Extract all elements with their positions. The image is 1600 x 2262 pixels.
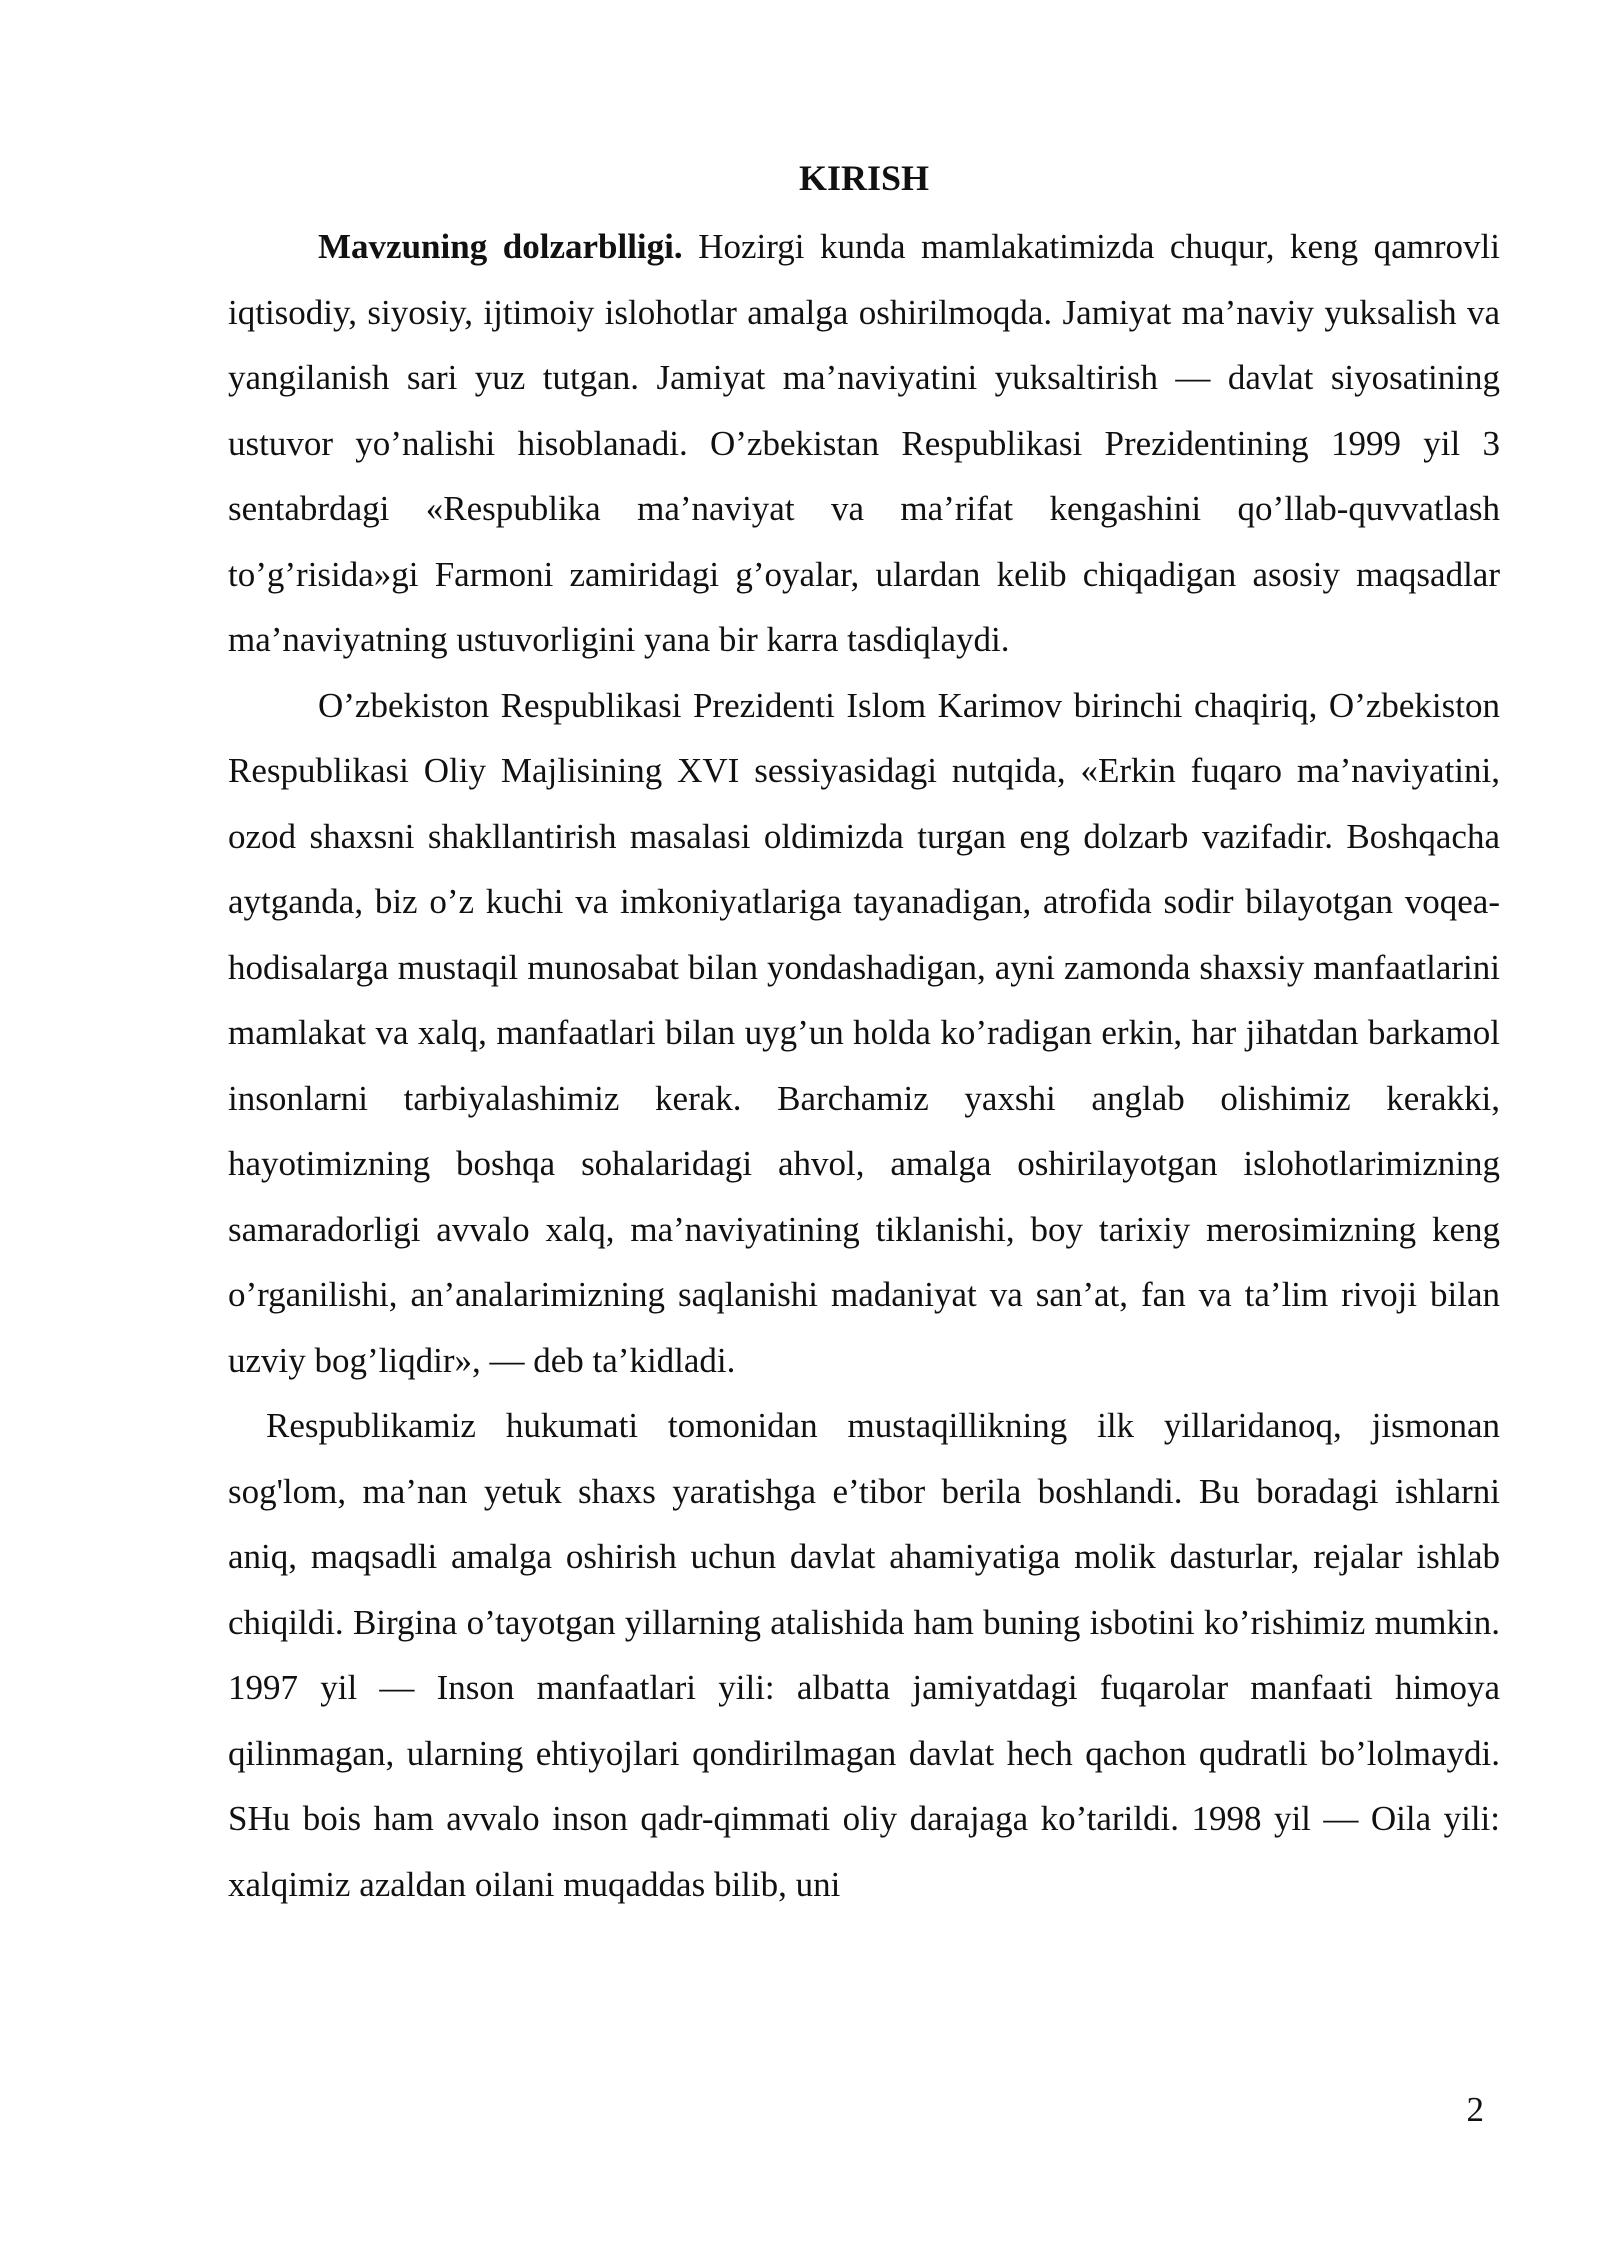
- page-content: [228, 150, 1500, 1917]
- section-title: KIRISH: [798, 158, 930, 198]
- paragraph-relevance: [228, 214, 1500, 673]
- paragraph-government-policy: [228, 1393, 1500, 1917]
- paragraph-president-quote: [228, 673, 1500, 1394]
- paragraph-lead: Mavzuning dolzarblligi.: [318, 227, 683, 266]
- paragraph-text: O’zbekiston Respublikasi Prezidenti Islom Karimov birinchi chaqiriq, O’zbekiston Respublikasi Oliy Majlisining XVI sessiyasidagi nutqida, «Erkin fuqaro ma’naviyatini, ozod shaxsni shakllantirish masalasi oldimizda turgan eng dolzarb vazifadir. Boshqacha aytganda, biz o’z kuchi va imkoniyatlariga tayanadigan, atrofida sodir bilayotgan voqea-hodisalarga mustaqil munosabat bilan yondashadigan, ayni zamonda shaxsiy manfaatlarini mamlakat va xalq, manfaatlari bilan uyg’un holda ko’radigan erkin, har jihatdan barkamol insonlarni tarbiyalashimiz kerak. Barchamiz yaxshi anglab olishimiz kerakki, hayotimizning boshqa sohalaridagi ahvol, amalga oshirilayotgan islohotlarimizning samaradorligi avvalo xalq, ma’naviyatining tiklanishi, boy tarixiy merosimizning keng o’rganilishi, an’analarimizning saqlanishi madaniyat va san’at, fan va ta’lim rivoji bilan uzviy bog’liqdir», — deb ta’kidladi.: [228, 685, 1500, 1380]
- paragraph-text: Hozirgi kunda mamlakatimizda chuqur, keng qamrovli iqtisodiy, siyosiy, ijtimoiy islohotlar amalga oshirilmoqda. Jamiyat ma’naviy yuksalish va yangilanish sari yuz tutgan. Jamiyat ma’naviyatini yuksaltirish — davlat siyosatining ustuvor yo’nalishi hisoblanadi. O’zbekistan Respublikasi Prezidentining 1999 yil 3 sentabrdagi «Respublika ma’naviyat va ma’rifat kengashini qo’llab-quvvatlash to’g’risida»gi Farmoni zamiridagi g’oyalar, ulardan kelib chiqadigan asosiy maqsadlar ma’naviyatning ustuvorligini yana bir karra tasdiqlaydi.: [228, 227, 1500, 659]
- paragraph-text: Respublikamiz hukumati tomonidan mustaqillikning ilk yillaridanoq, jismonan sog'lom, ma’nan yetuk shaxs yaratishga e’tibor berila boshlandi. Bu boradagi ishlarni aniq, maqsadli amalga oshirish uchun davlat ahamiyatiga molik dasturlar, rejalar ishlab chiqildi. Birgina o’tayotgan yillarning atalishida ham buning isbotini ko’rishimiz mumkin. 1997 yil — Inson manfaatlari yili: albatta jamiyatdagi fuqarolar manfaati himoya qilinmagan, ularning ehtiyojlari qondirilmagan davlat hech qachon qudratli bo’lolmaydi. SHu bois ham avvalo inson qadr-qimmati oliy darajaga ko’tarildi. 1998 yil — Oila yili: xalqimiz azaldan oilani muqaddas bilib, uni: [228, 1406, 1500, 1904]
- page-number: 2: [1466, 2090, 1484, 2129]
